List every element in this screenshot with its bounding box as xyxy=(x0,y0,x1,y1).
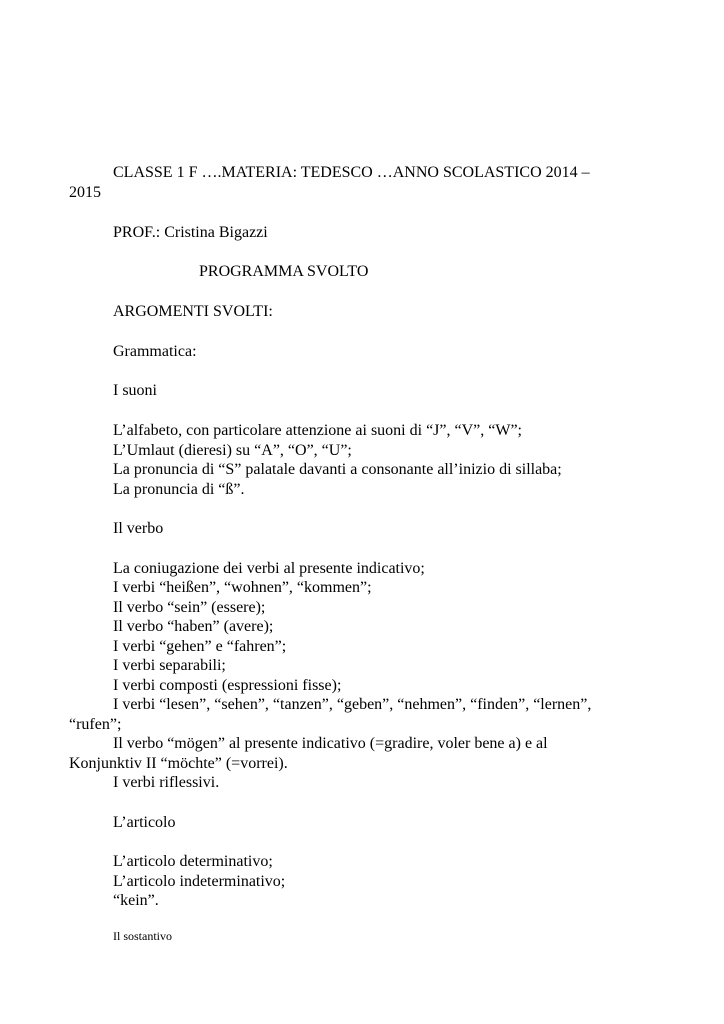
header-year-continuation: 2015 xyxy=(69,184,101,201)
professor-line: PROF.: Cristina Bigazzi xyxy=(113,224,268,241)
list-item: L’Umlaut (dieresi) su “A”, “O”, “U”; xyxy=(113,442,352,459)
list-item: I verbi composti (espressioni fisse); xyxy=(113,677,342,694)
section-heading-article: L’articolo xyxy=(113,814,176,831)
list-item: “kein”. xyxy=(113,892,159,909)
list-item: Il verbo “mögen” al presente indicativo (=gradire, voler bene a) e al xyxy=(113,735,548,752)
list-item: Il verbo “haben” (avere); xyxy=(113,618,274,635)
section-heading-noun: Il sostantivo xyxy=(113,929,172,943)
list-item: I verbi “gehen” e “fahren”; xyxy=(113,638,287,655)
list-item: I verbi “heißen”, “wohnen”, “kommen”; xyxy=(113,579,372,596)
list-item: L’articolo indeterminativo; xyxy=(113,873,286,890)
list-item: I verbi riflessivi. xyxy=(113,774,220,791)
section-heading-sounds: I suoni xyxy=(113,382,157,399)
list-item: Il verbo “sein” (essere); xyxy=(113,599,266,616)
document-title: PROGRAMMA SVOLTO xyxy=(199,263,369,280)
list-item: La pronuncia di “ß”. xyxy=(113,481,245,498)
list-item: La coniugazione dei verbi al presente indicativo; xyxy=(113,560,425,577)
list-item: L’articolo determinativo; xyxy=(113,853,273,870)
list-item-continuation: Konjunktiv II “möchte” (=vorrei). xyxy=(69,755,288,772)
list-item-continuation: “rufen”; xyxy=(69,716,122,733)
grammar-heading: Grammatica: xyxy=(113,343,197,360)
list-item: I verbi “lesen”, “sehen”, “tanzen”, “geben”, “nehmen”, “finden”, “lernen”, xyxy=(113,696,592,713)
list-item: L’alfabeto, con particolare attenzione ai suoni di “J”, “V”, “W”; xyxy=(113,422,522,439)
list-item: La pronuncia di “S” palatale davanti a consonante all’inizio di sillaba; xyxy=(113,461,562,478)
topics-heading: ARGOMENTI SVOLTI: xyxy=(113,303,273,320)
section-heading-verb: Il verbo xyxy=(113,520,164,537)
list-item: I verbi separabili; xyxy=(113,657,226,674)
header-class-line: CLASSE 1 F ….MATERIA: TEDESCO …ANNO SCOLASTICO 2014 – xyxy=(113,164,590,181)
